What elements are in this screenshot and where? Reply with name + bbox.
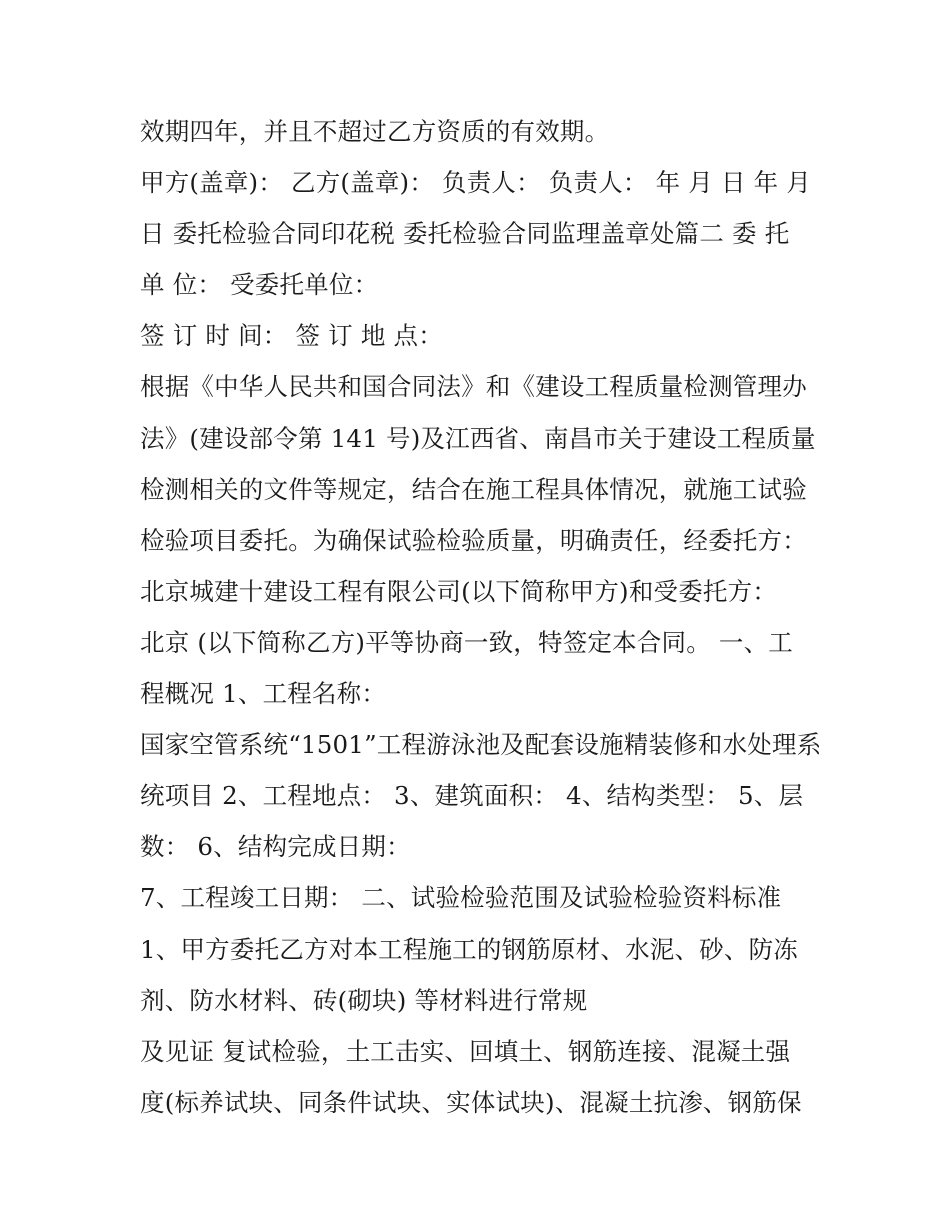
text-line: 法》(建设部令第 141 号)及江西省、南昌市关于建设工程质量 [140,423,816,453]
text-line: 程概况 1、工程名称： [140,679,387,709]
text-line: 度(标养试块、同条件试块、实体试块)、混凝土抗渗、钢筋保 [140,1087,802,1117]
text-line: 数： 6、结构完成日期： [140,832,411,862]
text-line: 签 订 时 间： 签 订 地 点： [140,321,443,351]
text-line: 检测相关的文件等规定，结合在施工程具体情况，就施工试验 [140,474,807,504]
text-line: 国家空管系统“1501”工程游泳池及配套设施精装修和水处理系 [140,730,822,760]
text-line: 检验项目委托。为确保试验检验质量，明确责任，经委托方： [140,525,807,555]
text-line: 根据《中华人民共和国合同法》和《建设工程质量检测管理办 [140,372,807,402]
text-line: 效期四年，并且不超过乙方资质的有效期。 [140,117,610,146]
text-line: 北京 (以下简称乙方)平等协商一致，特签定本合同。 一、工 [140,627,793,657]
text-line: 北京城建十建设工程有限公司(以下简称甲方)和受委托方： [140,576,778,606]
text-line: 日 委托检验合同印花税 委托检验合同监理盖章处篇二 委 托 [140,219,790,249]
text-line: 7、工程竣工日期： 二、试验检验范围及试验检验资料标准 [140,883,782,913]
text-line: 单 位： 受委托单位： [140,270,379,300]
text-line: 统项目 2、工程地点： 3、建筑面积： 4、结构类型： 5、层 [140,781,804,811]
document-body [140,106,820,1128]
text-line: 1、甲方委托乙方对本工程施工的钢筋原材、水泥、砂、防冻 [140,934,798,964]
text-line: 及见证 复试检验，土工击实、回填土、钢筋连接、混凝土强 [140,1036,791,1066]
text-line: 甲方(盖章)： 乙方(盖章)： 负责人： 负责人： 年 月 日 年 月 [140,168,812,198]
text-line: 剂、防水材料、砖(砌块) 等材料进行常规 [140,985,588,1015]
